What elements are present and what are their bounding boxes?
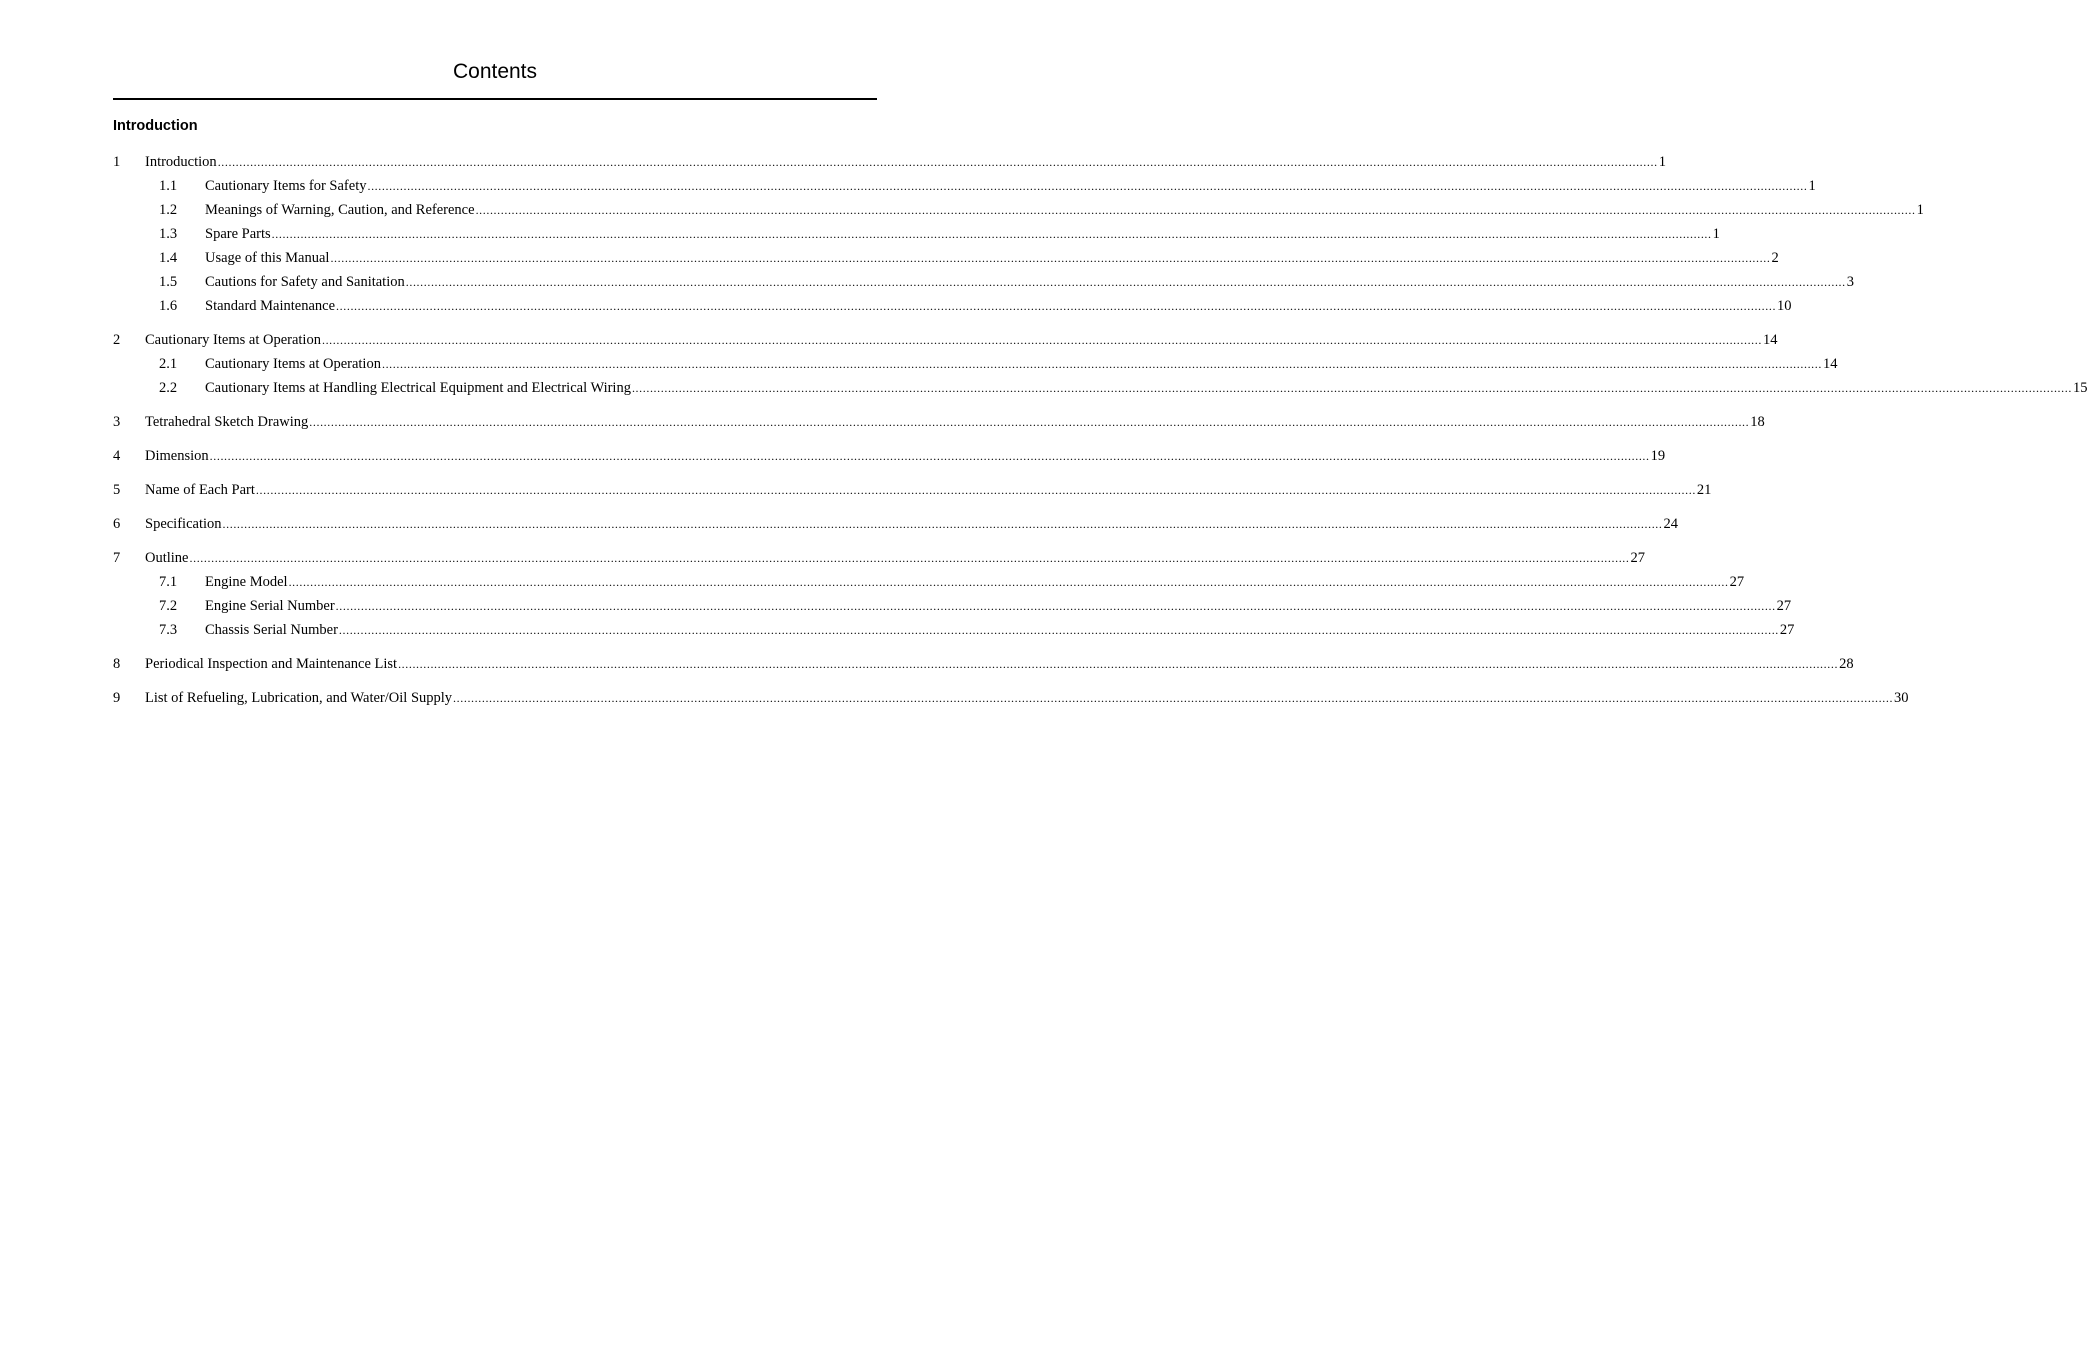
toc-entry[interactable] xyxy=(113,570,1745,594)
toc-dot-leader: ................................................................................................................................................................................................................................................................................................................................................................................................................ xyxy=(222,517,1663,531)
toc-entry-title: Cautionary Items at Operation xyxy=(145,328,321,352)
toc-entry-page: 21 xyxy=(1696,482,1712,498)
toc-entry-number: 1.6 xyxy=(159,298,178,314)
toc-entry-title: Outline xyxy=(145,546,189,570)
toc-dot-leader: ................................................................................................................................................................................................................................................................................................................................................................................................................ xyxy=(209,449,1650,463)
toc-entry[interactable] xyxy=(113,150,1666,174)
table-of-contents xyxy=(113,150,2087,710)
toc-entry[interactable] xyxy=(113,444,1666,468)
toc-entry[interactable] xyxy=(113,376,2087,400)
toc-entry-title: Cautionary Items at Operation xyxy=(205,352,381,376)
toc-entry-page: 1 xyxy=(1916,202,1924,218)
toc-entry-number: 1.4 xyxy=(159,250,178,266)
toc-entry[interactable] xyxy=(113,174,1816,198)
toc-entry-number: 7.1 xyxy=(159,574,178,590)
toc-entry-title: Cautionary Items for Safety xyxy=(205,174,366,198)
toc-entry-number: 7.2 xyxy=(159,598,178,614)
toc-dot-leader: ................................................................................................................................................................................................................................................................................................................................................................................................................ xyxy=(336,299,1777,313)
toc-dot-leader: ................................................................................................................................................................................................................................................................................................................................................................................................................ xyxy=(381,357,1822,371)
toc-dot-leader: ................................................................................................................................................................................................................................................................................................................................................................................................................ xyxy=(217,155,1658,169)
toc-entry-number: 2.1 xyxy=(159,356,178,372)
toc-entry-title: Chassis Serial Number xyxy=(205,618,338,642)
toc-entry-page: 1 xyxy=(1658,154,1666,170)
toc-entry-number: 6 xyxy=(113,516,121,532)
toc-entry-page: 1 xyxy=(1808,178,1816,194)
toc-entry-number: 2 xyxy=(113,332,121,348)
toc-entry-number: 5 xyxy=(113,482,121,498)
toc-entry-number: 1.1 xyxy=(159,178,178,194)
toc-entry-page: 27 xyxy=(1776,598,1792,614)
toc-entry-number: 7 xyxy=(113,550,121,566)
page-title: Contents xyxy=(452,60,538,83)
toc-dot-leader: ................................................................................................................................................................................................................................................................................................................................................................................................................ xyxy=(189,551,1630,565)
toc-entry[interactable] xyxy=(113,270,1854,294)
toc-entry-page: 2 xyxy=(1771,250,1779,266)
toc-entry[interactable] xyxy=(113,222,1720,246)
toc-entry-title: Spare Parts xyxy=(205,222,271,246)
toc-entry-page: 19 xyxy=(1650,448,1666,464)
toc-entry[interactable] xyxy=(113,618,1795,642)
toc-entry[interactable] xyxy=(113,594,1792,618)
toc-entry-title: Usage of this Manual xyxy=(205,246,329,270)
toc-entry-page: 27 xyxy=(1779,622,1795,638)
toc-dot-leader: ................................................................................................................................................................................................................................................................................................................................................................................................................ xyxy=(271,227,1712,241)
toc-entry[interactable] xyxy=(113,546,1645,570)
toc-entry-page: 27 xyxy=(1729,574,1745,590)
toc-entry-number: 1 xyxy=(113,154,121,170)
toc-entry-page: 14 xyxy=(1762,332,1778,348)
toc-entry-page: 3 xyxy=(1846,274,1854,290)
toc-entry[interactable] xyxy=(113,246,1779,270)
toc-entry[interactable] xyxy=(113,198,1924,222)
toc-dot-leader: ................................................................................................................................................................................................................................................................................................................................................................................................................ xyxy=(309,415,1750,429)
toc-entry[interactable] xyxy=(113,686,1909,710)
toc-entry-number: 1.2 xyxy=(159,202,178,218)
toc-dot-leader: ................................................................................................................................................................................................................................................................................................................................................................................................................ xyxy=(288,575,1729,589)
toc-entry-title: Introduction xyxy=(145,150,217,174)
toc-entry-page: 10 xyxy=(1777,298,1792,314)
toc-entry-page: 15 xyxy=(2072,380,2087,396)
toc-entry-page: 24 xyxy=(1663,516,1679,532)
toc-dot-leader: ................................................................................................................................................................................................................................................................................................................................................................................................................ xyxy=(335,599,1776,613)
toc-entry-title: Engine Model xyxy=(205,570,288,594)
toc-entry-title: Cautionary Items at Handling Electrical Equipment and Electrical Wiring xyxy=(205,376,631,400)
toc-entry-number: 1.5 xyxy=(159,274,178,290)
title-divider xyxy=(113,98,877,100)
toc-dot-leader: ................................................................................................................................................................................................................................................................................................................................................................................................................ xyxy=(475,203,1916,217)
toc-entry[interactable] xyxy=(113,478,1712,502)
toc-entry-title: Meanings of Warning, Caution, and Reference xyxy=(205,198,475,222)
toc-dot-leader: ................................................................................................................................................................................................................................................................................................................................................................................................................ xyxy=(453,691,1894,705)
toc-entry-page: 30 xyxy=(1894,690,1909,706)
toc-entry-page: 1 xyxy=(1712,226,1720,242)
toc-entry[interactable] xyxy=(113,652,1854,676)
section-heading: Introduction xyxy=(113,118,198,134)
toc-dot-leader: ................................................................................................................................................................................................................................................................................................................................................................................................................ xyxy=(367,179,1808,193)
toc-entry-number: 3 xyxy=(113,414,121,430)
toc-entry-title: Periodical Inspection and Maintenance List xyxy=(145,652,397,676)
toc-entry-number: 4 xyxy=(113,448,121,464)
toc-entry-number: 1.3 xyxy=(159,226,178,242)
toc-entry[interactable] xyxy=(113,352,1838,376)
toc-dot-leader: ................................................................................................................................................................................................................................................................................................................................................................................................................ xyxy=(338,623,1779,637)
toc-entry-page: 27 xyxy=(1630,550,1645,566)
toc-entry-page: 14 xyxy=(1822,356,1838,372)
toc-entry[interactable] xyxy=(113,328,1778,352)
toc-entry[interactable] xyxy=(113,294,1792,318)
toc-dot-leader: ................................................................................................................................................................................................................................................................................................................................................................................................................ xyxy=(398,657,1839,671)
toc-entry-title: Cautions for Safety and Sanitation xyxy=(205,270,405,294)
toc-dot-leader: ................................................................................................................................................................................................................................................................................................................................................................................................................ xyxy=(255,483,1696,497)
toc-entry-title: Specification xyxy=(145,512,222,536)
toc-dot-leader: ................................................................................................................................................................................................................................................................................................................................................................................................................ xyxy=(631,381,2072,395)
toc-entry[interactable] xyxy=(113,410,1765,434)
toc-entry-title: List of Refueling, Lubrication, and Water/Oil Supply xyxy=(145,686,452,710)
toc-entry-page: 18 xyxy=(1750,414,1765,430)
toc-entry[interactable] xyxy=(113,512,1679,536)
toc-entry-number: 7.3 xyxy=(159,622,178,638)
toc-entry-page: 28 xyxy=(1839,656,1854,672)
toc-entry-number: 2.2 xyxy=(159,380,178,396)
toc-entry-title: Standard Maintenance xyxy=(205,294,335,318)
toc-entry-title: Dimension xyxy=(145,444,209,468)
toc-entry-title: Tetrahedral Sketch Drawing xyxy=(145,410,308,434)
toc-entry-title: Name of Each Part xyxy=(145,478,255,502)
toc-entry-number: 8 xyxy=(113,656,121,672)
toc-dot-leader: ................................................................................................................................................................................................................................................................................................................................................................................................................ xyxy=(321,333,1762,347)
toc-dot-leader: ................................................................................................................................................................................................................................................................................................................................................................................................................ xyxy=(330,251,1771,265)
toc-entry-title: Engine Serial Number xyxy=(205,594,335,618)
toc-entry-number: 9 xyxy=(113,690,121,706)
toc-dot-leader: ................................................................................................................................................................................................................................................................................................................................................................................................................ xyxy=(405,275,1846,289)
